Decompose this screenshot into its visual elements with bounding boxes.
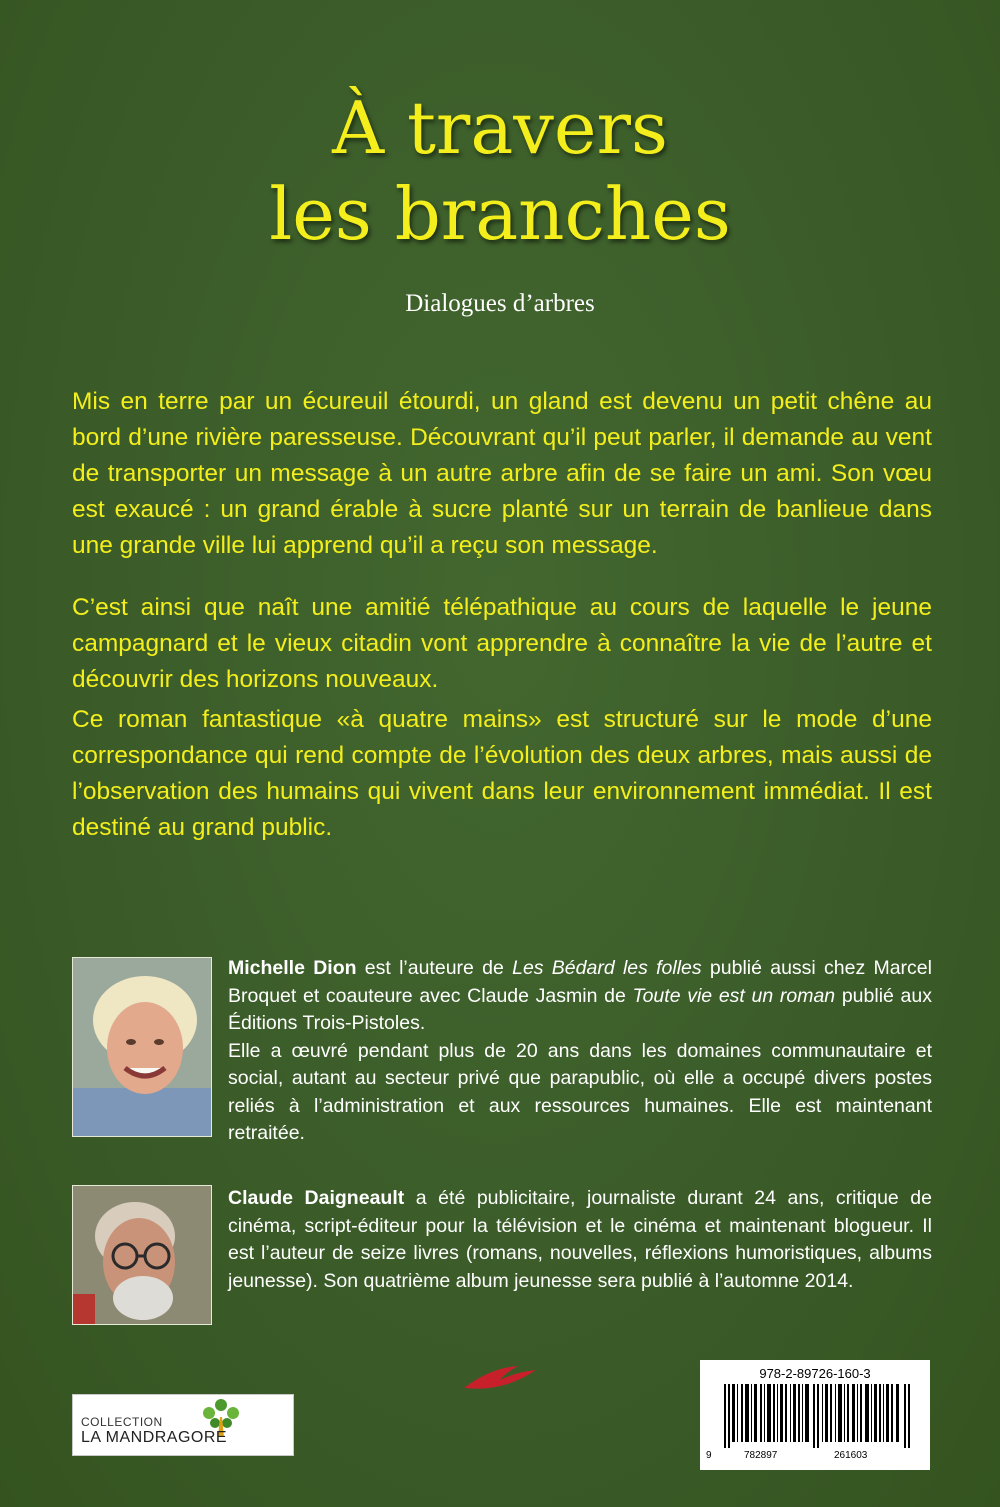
blurb-paragraph-3: Ce roman fantastique «à quatre mains» est structuré sur le mode d’une correspondance qui rend compte de l’évolution des deux arbres, mais aussi de l’observation des humains qui vivent dans leur environnement immédiat. Il est destiné au grand public. bbox=[72, 706, 932, 841]
barcode-bars bbox=[714, 1384, 920, 1448]
author-photo-claude-daigneault bbox=[72, 1185, 212, 1325]
book-title-line-1: À travers bbox=[332, 86, 668, 170]
author-bio-michelle-dion: Michelle Dion est l’auteure de Les Bédard les folles publié aussi chez Marcel Broquet et coauteure avec Claude Jasmin de Toute vie est un roman publié aux Éditions Trois-Pistoles. Elle a œuvré pendant plus de 20 ans dans les domaines communautaire et social, autant au secteur privé que parapublic, où elle a occupé divers postes reliés à l’administration et aux ressources humaines. Elle est maintenant retraitée. bbox=[228, 957, 932, 1144]
barcode-digit-first: 9 bbox=[706, 1450, 712, 1461]
book-title-line-2: les branches bbox=[269, 172, 731, 256]
author-bio-claude-daigneault: Claude Daigneault a été publicitaire, journaliste durant 24 ans, critique de cinéma, script-éditeur pour la télévision et le cinéma et maintenant blogueur. Il est l’auteur de seize livres (romans, nouvelles, réflexions humoristiques, albums jeunesse). Son quatrième album jeunesse sera publié à l’automne 2014. bbox=[228, 1187, 932, 1292]
isbn-number: 978-2-89726-160-3 bbox=[759, 1366, 871, 1381]
author-name: Michelle Dion bbox=[228, 957, 357, 979]
blurb-paragraph-1: Mis en terre par un écureuil étourdi, un gland est devenu un petit chêne au bord d’une rivière paresseuse. Découvrant qu’il peut parler, il demande au vent de transporter un message à un autre arbre afin de se faire un ami. Son vœu est exaucé : un grand érable à sucre planté sur un terrain de banlieue dans une grande ville lui apprend qu’il a reçu son message. bbox=[72, 388, 932, 559]
book-title: Toute vie est un roman bbox=[632, 984, 836, 1007]
publisher-bird-icon bbox=[460, 1358, 540, 1398]
barcode-digits-right: 261603 bbox=[834, 1450, 868, 1461]
logo-collection-name: LA MANDRAGORE bbox=[81, 1429, 228, 1446]
author-name: Claude Daigneault bbox=[228, 1187, 405, 1209]
book-subtitle: Dialogues d’arbres bbox=[405, 290, 595, 317]
isbn-barcode bbox=[700, 1360, 930, 1470]
logo-collection-label: COLLECTION bbox=[81, 1415, 163, 1429]
barcode-digits-left: 782897 bbox=[744, 1450, 778, 1461]
book-title: Les Bédard les folles bbox=[512, 957, 702, 979]
collection-logo bbox=[72, 1394, 294, 1456]
blurb-paragraph-2: C’est ainsi que naît une amitié télépathique au cours de laquelle le jeune campagnard et le vieux citadin vont apprendre à connaître la vie de l’autre et découvrir des horizons nouveaux. bbox=[72, 594, 932, 693]
author-photo-michelle-dion bbox=[72, 957, 212, 1137]
